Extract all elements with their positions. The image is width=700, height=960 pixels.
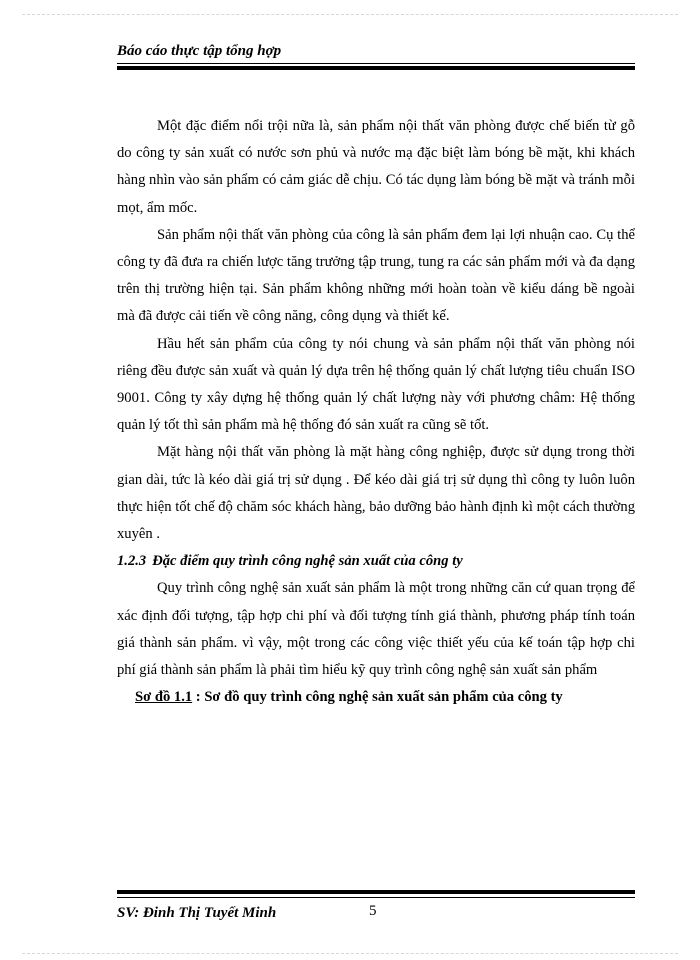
paragraph: Quy trình công nghệ sản xuất sản phẩm là một trong những căn cứ quan trọng để xác định đối tượng, tập hợp chi phí và đối tượng tính giá thành, phương pháp tính toán giá thành sản phẩm. vì vậy, một trong các công việc thiết yếu của kế toán tập hợp chi phí giá thành sản phẩm là phải tìm hiểu kỹ quy trình công nghệ sản xuất sản phẩm: [117, 580, 635, 679]
diagram-caption-text: : Sơ đồ quy trình công nghệ sản xuất sản phẩm của công ty: [192, 689, 563, 706]
page-number: 5: [369, 903, 377, 919]
footer-author: SV: Đinh Thị Tuyết Minh: [117, 905, 277, 921]
paragraph: Sản phẩm nội thất văn phòng của công là sản phẩm đem lại lợi nhuận cao. Cụ thể công ty đã đưa ra chiến lược tăng trưởng tập trung, tung ra các sản phẩm mới và đa dạng trên thị trường hiện tại. Sản phẩm không những mới hoàn toàn về kiểu dáng bề ngoài mà đã được cải tiến về công năng, công dụng và thiết kế.: [117, 226, 635, 325]
diagram-caption-label: Sơ đồ 1.1: [135, 689, 193, 706]
diagram-caption: [117, 684, 635, 711]
paragraph: Hầu hết sản phẩm của công ty nói chung và sản phẩm nội thất văn phòng nói riêng đều được sản xuất và quản lý dựa trên hệ thống quản lý chất lượng tiêu chuẩn ISO 9001. Công ty xây dựng hệ thống quản lý chất lượng này với phương châm: Hệ thống quản lý tốt thì sản phẩm mà hệ thống đó sản xuất ra cũng sẽ tốt.: [117, 335, 635, 434]
footer-rule-thick: [117, 890, 635, 894]
page-top-edge: [22, 14, 678, 15]
header-title: Báo cáo thực tập tổng hợp: [117, 43, 282, 59]
footer-rule-thin: [117, 897, 635, 898]
paragraph: Mặt hàng nội thất văn phòng là mặt hàng công nghiệp, được sử dụng trong thời gian dài, tức là kéo dài giá trị sử dụng . Để kéo dài giá trị sử dụng thì công ty luôn luôn thực hiện tốt chế độ chăm sóc khách hàng, bảo dưỡng bảo hành định kì một cách thường xuyên .: [117, 444, 635, 543]
section-number: 1.2.3: [117, 553, 147, 570]
paragraph: Một đặc điểm nổi trội nữa là, sản phẩm nội thất văn phòng được chế biến từ gỗ do công ty sản xuất có nước sơn phủ và nước mạ đặc biệt làm bóng bề mặt, khi khách hàng nhìn vào sản phẩm có cảm giác dễ chịu. Có tác dụng làm bóng bề mặt và tránh mỗi mọt, ẩm mốc.: [117, 118, 635, 216]
section-heading: [117, 548, 635, 575]
section-title: Đặc điểm quy trình công nghệ sản xuất của công ty: [152, 553, 463, 570]
header-rule-thin: [117, 63, 635, 64]
header-rule-thick: [117, 66, 635, 70]
document-body: [117, 113, 635, 711]
page-bottom-edge: [22, 953, 678, 954]
